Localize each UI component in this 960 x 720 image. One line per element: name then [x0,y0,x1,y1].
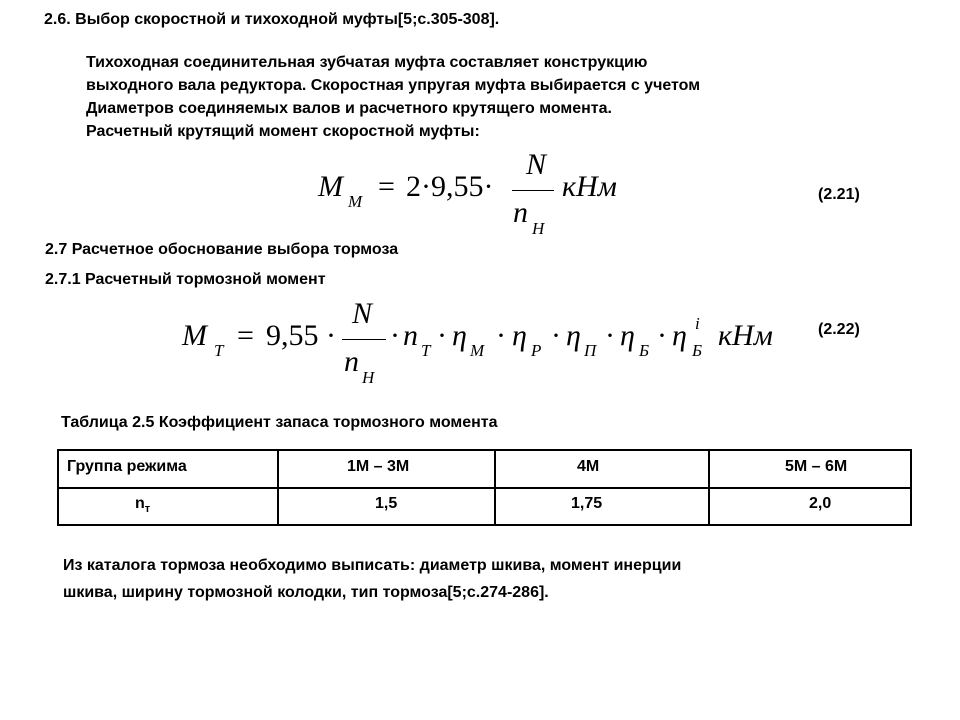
table-caption: Таблица 2.5 Коэффициент запаса тормозного момента [61,414,498,431]
table-header-cell: 4М [577,458,600,475]
formula-equals: = [378,170,395,203]
fraction-bar [342,339,386,340]
section-2-7-heading: 2.7 Расчетное обоснование выбора тормоза [45,241,399,258]
catalog-paragraph [63,552,681,606]
multiply-dot: · [326,319,336,352]
formula-lhs-subscript: M [348,192,363,211]
formula-lhs-M: M [318,170,343,203]
formula-denominator-subscript: H [362,368,375,387]
table-header-cell: 5М – 6М [785,458,848,475]
table-header-cell: 1М – 3М [347,458,410,475]
multiply-dot: · [657,319,667,352]
eta-subscript: Б [692,341,703,360]
paragraph-line: выходного вала редуктора. Скоростная упругая муфта выбирается с учетом [86,77,701,94]
formula-denominator-n: n [513,196,528,229]
eta-symbol: η [620,319,635,352]
table-header-cell: Группа режима [67,458,187,475]
formula-coefficient: 2·9,55· [406,170,494,203]
formula-unit: кНм [718,319,773,352]
equation-number-2-22: (2.22) [818,321,860,338]
eta-subscript: P [531,341,542,360]
formula-denominator-n: n [344,345,359,378]
eta-subscript: Б [639,341,650,360]
fraction-bar [512,190,554,191]
section-2-7-1-heading: 2.7.1 Расчетный тормозной момент [45,271,326,288]
multiply-dot: · [496,319,506,352]
formula-unit: кНм [562,170,617,203]
table-cell: 1,5 [375,495,398,512]
table-cell: 2,0 [809,495,832,512]
eta-symbol: η [672,319,687,352]
table-row-divider [59,487,910,489]
paragraph-line: Расчетный крутящий момент скоростной муфты: [86,123,480,140]
brake-coefficient-table [57,449,912,526]
section-2-6-heading: 2.6. Выбор скоростной и тихоходной муфты[5;с.305-308]. [44,11,500,28]
formula-lhs-M: M [182,319,207,352]
paragraph-line: Тихоходная соединительная зубчатая муфта составляет конструкцию [86,54,648,71]
multiply-dot: · [437,319,447,352]
formula-numerator-N: N [526,148,547,181]
eta-symbol: η [452,319,467,352]
row-label-n: n [135,495,145,512]
formula-equals: = [237,319,254,352]
formula-denominator-subscript: H [532,219,545,238]
eta-superscript-i: i [695,314,700,333]
table-row-label [135,495,150,515]
equation-number-2-21: (2.21) [818,186,860,203]
eta-subscript: П [584,341,597,360]
multiply-dot: · [605,319,615,352]
intro-paragraph [86,51,700,143]
formula-lhs-subscript: T [214,341,224,360]
eta-symbol: η [512,319,527,352]
table-cell: 1,75 [571,495,603,512]
paragraph-line: шкива, ширину тормозной колодки, тип тормоза[5;с.274-286]. [63,584,549,601]
paragraph-line: Диаметров соединяемых валов и расчетного крутящего момента. [86,100,612,117]
eta-subscript: M [470,341,485,360]
paragraph-line: Из каталога тормоза необходимо выписать: диаметр шкива, момент инерции [63,557,682,574]
row-label-subscript: т [144,503,151,516]
multiply-dot: · [390,319,400,352]
eta-symbol: η [566,319,581,352]
term-subscript: T [421,341,431,360]
multiply-dot: · [551,319,561,352]
term-n: n [403,319,418,352]
formula-coefficient: 9,55 [266,319,319,352]
formula-numerator-N: N [352,297,373,330]
